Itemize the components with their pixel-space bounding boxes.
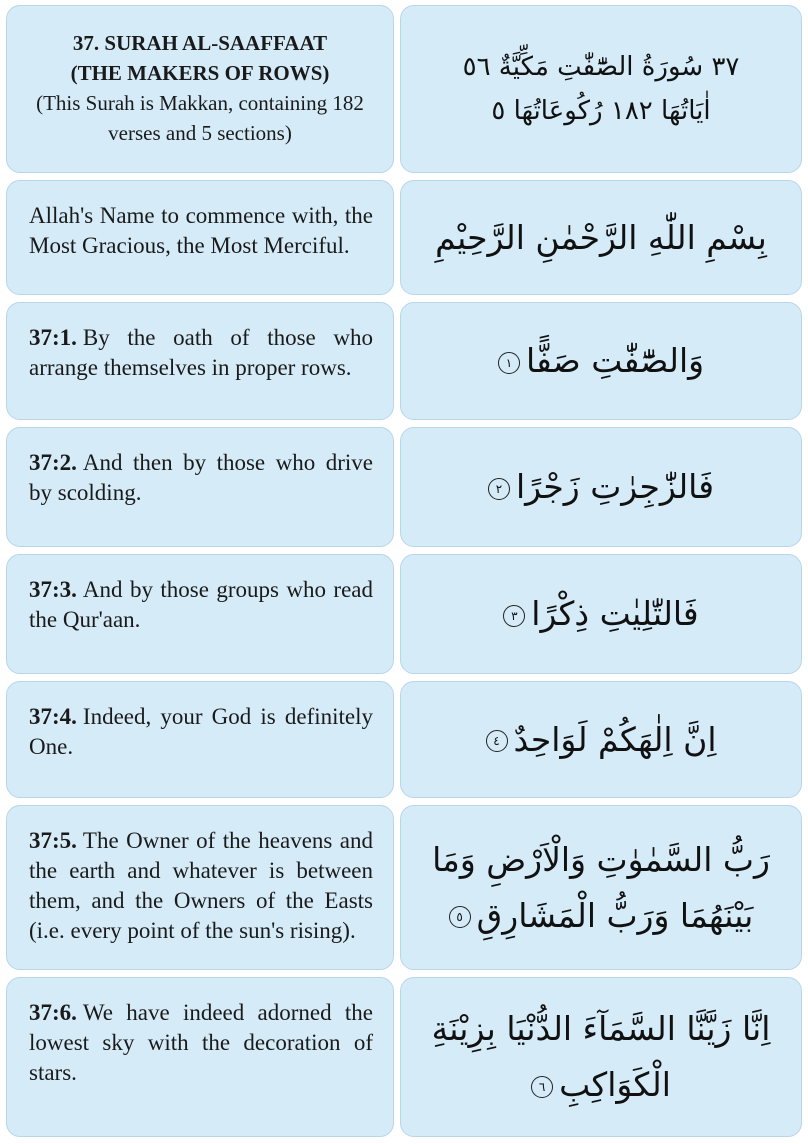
arabic-line: اِنَّا زَيَّنَّا السَّمَآءَ الدُّنْيَا بِزِيْنَةِ: [431, 1009, 771, 1048]
verse-ref: 37:1.: [29, 325, 77, 350]
arabic-surah-info: اٰيَاتُهَا ١٨٢ رُكُوعَاتُهَا ٥: [491, 96, 711, 126]
verse-arabic: [400, 805, 802, 970]
arabic-line: وَالصّٰٓفّٰتِ صَفًّا: [525, 341, 705, 380]
verse-arabic: [400, 681, 802, 798]
bismillah-english: [6, 180, 394, 295]
verse-ref: 37:3.: [29, 577, 77, 602]
surah-header-arabic: [400, 5, 802, 173]
arabic-line: فَالزّٰجِرٰتِ زَجْرًا: [516, 467, 714, 506]
verse-marker-icon: ٦: [531, 1076, 553, 1098]
surah-subtitle: (THE MAKERS OF ROWS): [70, 61, 330, 85]
verse-arabic: [400, 302, 802, 420]
verse-text: And then by those who drive by scolding.: [29, 450, 373, 505]
verse-text: The Owner of the heavens and the earth and whatever is between them, and the Owners of the Easts (i.e. every point of the sun's rising).: [29, 828, 373, 943]
verse-text: We have indeed adorned the lowest sky with the decoration of stars.: [29, 1000, 373, 1085]
verse-english: [6, 681, 394, 798]
verse-ref: 37:4.: [29, 704, 77, 729]
bismillah-arabic: [400, 180, 802, 295]
bismillah-arabic-text: بِسْمِ اللّٰهِ الرَّحْمٰنِ الرَّحِيْمِ: [435, 217, 767, 257]
surah-info: (This Surah is Makkan, containing 182 verses and 5 sections): [36, 91, 364, 145]
verse-english: [6, 554, 394, 674]
verse-text: Indeed, your God is definitely One.: [29, 704, 373, 759]
verse-ref: 37:2.: [29, 450, 77, 475]
arabic-line: اِنَّ اِلٰهَكُمْ لَوَاحِدٌ: [513, 719, 717, 759]
verse-english: [6, 427, 394, 547]
verse-marker-icon: ٢: [488, 478, 510, 500]
verse-marker-icon: ٤: [486, 730, 508, 752]
surah-header-english: [6, 5, 394, 173]
surah-title: 37. SURAH AL-SAAFFAAT: [72, 31, 328, 55]
arabic-line: فَالتّٰلِيٰتِ ذِكْرًا: [531, 594, 699, 633]
verse-marker-icon: ١: [498, 352, 520, 374]
verse-arabic: [400, 554, 802, 674]
verse-text: And by those groups who read the Qur'aan.: [29, 577, 373, 632]
bismillah-text: Allah's Name to commence with, the Most Gracious, the Most Merciful.: [29, 203, 373, 258]
arabic-surah-title: ٣٧ سُورَةُ الصّٰٓفّٰتِ مَكِّيَّةٌ ٥٦: [462, 52, 740, 82]
verse-english: [6, 805, 394, 970]
verse-marker-icon: ٥: [449, 906, 471, 928]
verse-text: By the oath of those who arrange themselves in proper rows.: [29, 325, 373, 380]
verse-english: [6, 302, 394, 420]
arabic-line: بَيْنَهُمَا وَرَبُّ الْمَشَارِقِ: [476, 895, 754, 935]
verse-english: [6, 977, 394, 1137]
arabic-line: الْكَوَاكِبِ: [559, 1065, 671, 1104]
verse-marker-icon: ٣: [503, 605, 525, 627]
verse-ref: 37:5.: [29, 828, 77, 853]
verse-ref: 37:6.: [29, 1000, 77, 1025]
verse-arabic: [400, 977, 802, 1137]
arabic-line: رَبُّ السَّمٰوٰتِ وَالْاَرْضِ وَمَا: [432, 839, 770, 879]
verse-arabic: [400, 427, 802, 547]
